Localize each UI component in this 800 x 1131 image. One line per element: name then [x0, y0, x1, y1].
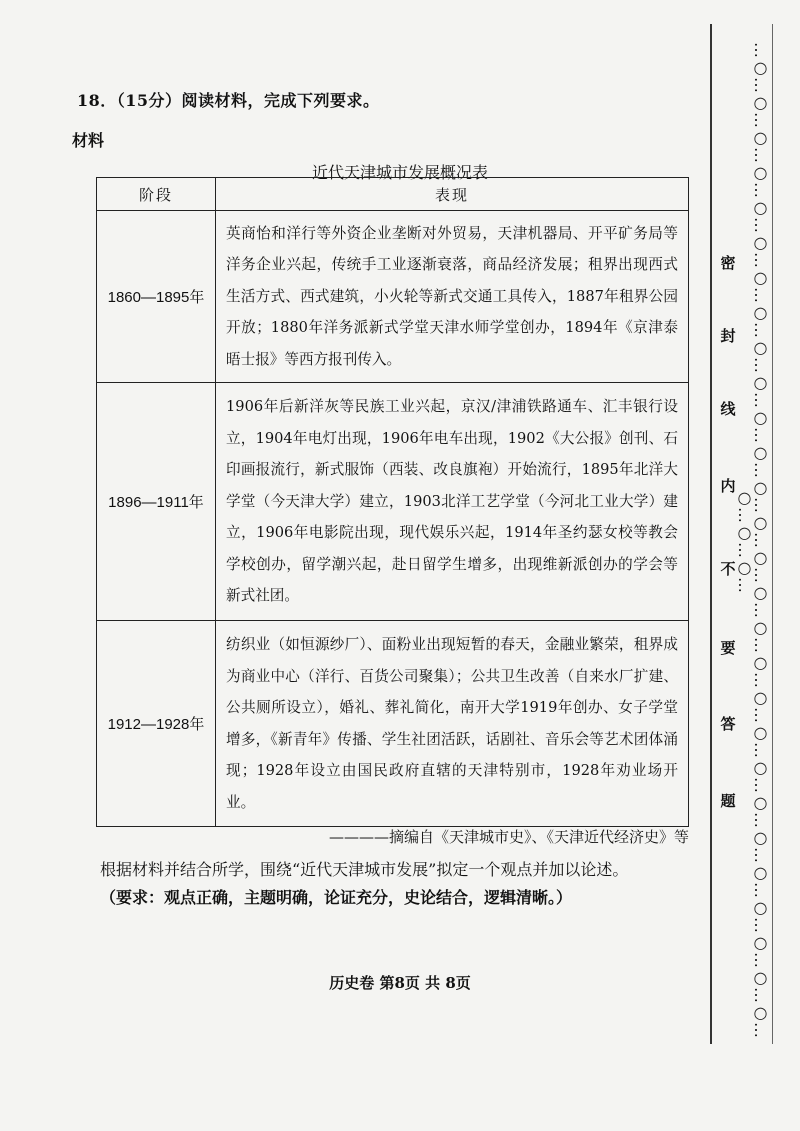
binding-line: [772, 24, 773, 1044]
table-row: [97, 621, 689, 827]
table-row: [97, 383, 689, 621]
header-period: 阶段: [97, 178, 216, 211]
seal-char: 封: [720, 327, 736, 345]
seal-char: 内: [720, 477, 736, 495]
seal-char: 线: [720, 400, 736, 418]
period-cell: 1860—1895年: [97, 211, 216, 383]
binding-line: [710, 24, 712, 1044]
seal-line-strip: …○…○…○…○…○…○…○…○…○…○…○…○…○…○…○…○…○…○…○…○…○…○…○…○…○…○…○…○…○…○…○…: [735, 42, 770, 1038]
task-instruction: 根据材料并结合所学，围绕“近代天津城市发展”拟定一个观点并加以论述。: [100, 860, 629, 879]
header-content: 表现: [216, 178, 689, 211]
question-title: 18．（15分）阅读材料，完成下列要求。: [77, 91, 380, 110]
content-cell: 纺织业（如恒源纱厂）、面粉业出现短暂的春天，金融业繁荣，租界成为商业中心（洋行、百货公司聚集）；公共卫生改善（自来水厂扩建、公共厕所设立），婚礼、葬礼简化，南开大学1919年创办、女子学堂增多，《新青年》传播、学生社团活跃，话剧社、音乐会等艺术团体涌现；1928年设立由国民政府直辖的天津特别市，1928年劝业场开业。: [216, 621, 689, 827]
seal-char: 不: [720, 560, 736, 578]
period-cell: 1912—1928年: [97, 621, 216, 827]
table-title: 近代天津城市发展概况表: [311, 163, 488, 182]
seal-char: 密: [720, 254, 736, 272]
seal-char: 要: [720, 639, 736, 657]
page-footer: 历史卷 第8页 共 8页: [329, 974, 471, 992]
seal-char: 答: [720, 715, 736, 733]
content-cell: 英商怡和洋行等外资企业垄断对外贸易，天津机器局、开平矿务局等洋务企业兴起，传统手工业逐渐衰落，商品经济发展；租界出现西式生活方式、西式建筑，小火轮等新式交通工具传入，1887年租界公园开放；1880年洋务派新式学堂天津水师学堂创办，1894年《京津泰晤士报》等西方报刊传入。: [216, 211, 689, 383]
development-table: [96, 177, 689, 827]
seal-char: 题: [720, 792, 736, 810]
period-cell: 1896—1911年: [97, 383, 216, 621]
table-row: [97, 211, 689, 383]
material-label: 材料: [72, 131, 105, 150]
citation: ————摘编自《天津城市史》、《天津近代经济史》等: [328, 828, 689, 846]
content-cell: 1906年后新洋灰等民族工业兴起，京汉/津浦铁路通车、汇丰银行设立，1904年电灯出现，1906年电车出现，1902《大公报》创刊、石印画报流行，新式服饰（西装、改良旗袍）开始流行，1895年北洋大学堂（今天津大学）建立，1903北洋工艺学堂（今河北工业大学）建立，1906年电影院出现，现代娱乐兴起，1914年圣约瑟女校等教会学校创办，留学潮兴起，赴日留学生增多，出现维新派创办的学会等新式社团。: [216, 383, 689, 621]
requirements: （要求：观点正确，主题明确，论证充分，史论结合，逻辑清晰。）: [100, 888, 573, 907]
